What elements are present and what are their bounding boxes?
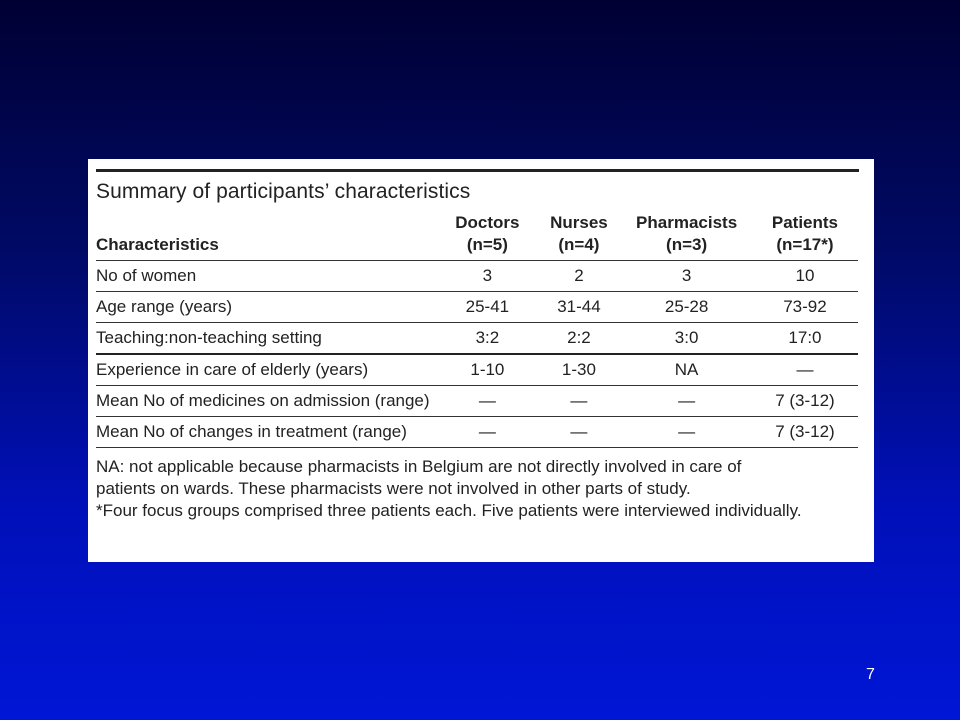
table-cell: Mean No of changes in treatment (range) — [96, 417, 438, 448]
table-footnotes — [96, 456, 859, 522]
table-cell: — — [621, 386, 752, 417]
table-cell: 25-41 — [438, 292, 536, 323]
table-cell: 3:0 — [621, 323, 752, 355]
table-cell: — — [438, 386, 536, 417]
table-row — [96, 354, 858, 386]
table-cell: Experience in care of elderly (years) — [96, 354, 438, 386]
footnote-line: NA: not applicable because pharmacists in Belgium are not directly involved in care of — [96, 457, 742, 476]
table-cell: 3:2 — [438, 323, 536, 355]
table-cell: Teaching:non-teaching setting — [96, 323, 438, 355]
table-header-row — [96, 210, 858, 261]
table-cell: 3 — [438, 261, 536, 292]
table-cell: 1-30 — [537, 354, 622, 386]
table-cell: NA — [621, 354, 752, 386]
slide-page-number: 7 — [866, 666, 875, 683]
header-label: Characteristics — [96, 235, 219, 254]
table-cell: — — [752, 354, 858, 386]
table-cell: 25-28 — [621, 292, 752, 323]
table-cell: — — [438, 417, 536, 448]
header-label: Patients — [771, 213, 839, 232]
table-cell: 3 — [621, 261, 752, 292]
table-row — [96, 386, 858, 417]
table-title: Summary of participants’ characteristics — [96, 180, 471, 203]
header-count: (n=4) — [558, 235, 600, 254]
header-pharmacists — [621, 210, 752, 261]
table-cell: — — [537, 417, 622, 448]
table-row — [96, 417, 858, 448]
header-label: Pharmacists — [636, 213, 738, 232]
participants-table — [96, 210, 858, 448]
table-cell: — — [537, 386, 622, 417]
table-cell: Age range (years) — [96, 292, 438, 323]
header-doctors — [438, 210, 536, 261]
table-cell: 7 (3-12) — [752, 417, 858, 448]
header-characteristics — [96, 210, 438, 261]
header-label: Nurses — [550, 213, 608, 232]
header-patients — [752, 210, 858, 261]
footnote-line: patients on wards. These pharmacists were not involved in other parts of study. — [96, 479, 691, 498]
table-cell: 1-10 — [438, 354, 536, 386]
table-image — [88, 159, 874, 562]
footnote-line: *Four focus groups comprised three patients each. Five patients were interviewed individually. — [96, 501, 802, 520]
table-cell: 17:0 — [752, 323, 858, 355]
table-row — [96, 261, 858, 292]
table-cell: Mean No of medicines on admission (range) — [96, 386, 438, 417]
table-cell: No of women — [96, 261, 438, 292]
table-cell: 73-92 — [752, 292, 858, 323]
table-cell: 7 (3-12) — [752, 386, 858, 417]
table-cell: 10 — [752, 261, 858, 292]
top-rule — [96, 169, 859, 172]
table-cell: — — [621, 417, 752, 448]
header-count: (n=3) — [666, 235, 708, 254]
table-cell: 2:2 — [537, 323, 622, 355]
table-row — [96, 323, 858, 355]
table-row — [96, 292, 858, 323]
header-nurses — [537, 210, 622, 261]
table-cell: 31-44 — [537, 292, 622, 323]
header-label: Doctors — [455, 213, 520, 232]
table-cell: 2 — [537, 261, 622, 292]
header-count: (n=5) — [466, 235, 508, 254]
header-count: (n=17*) — [776, 235, 834, 254]
